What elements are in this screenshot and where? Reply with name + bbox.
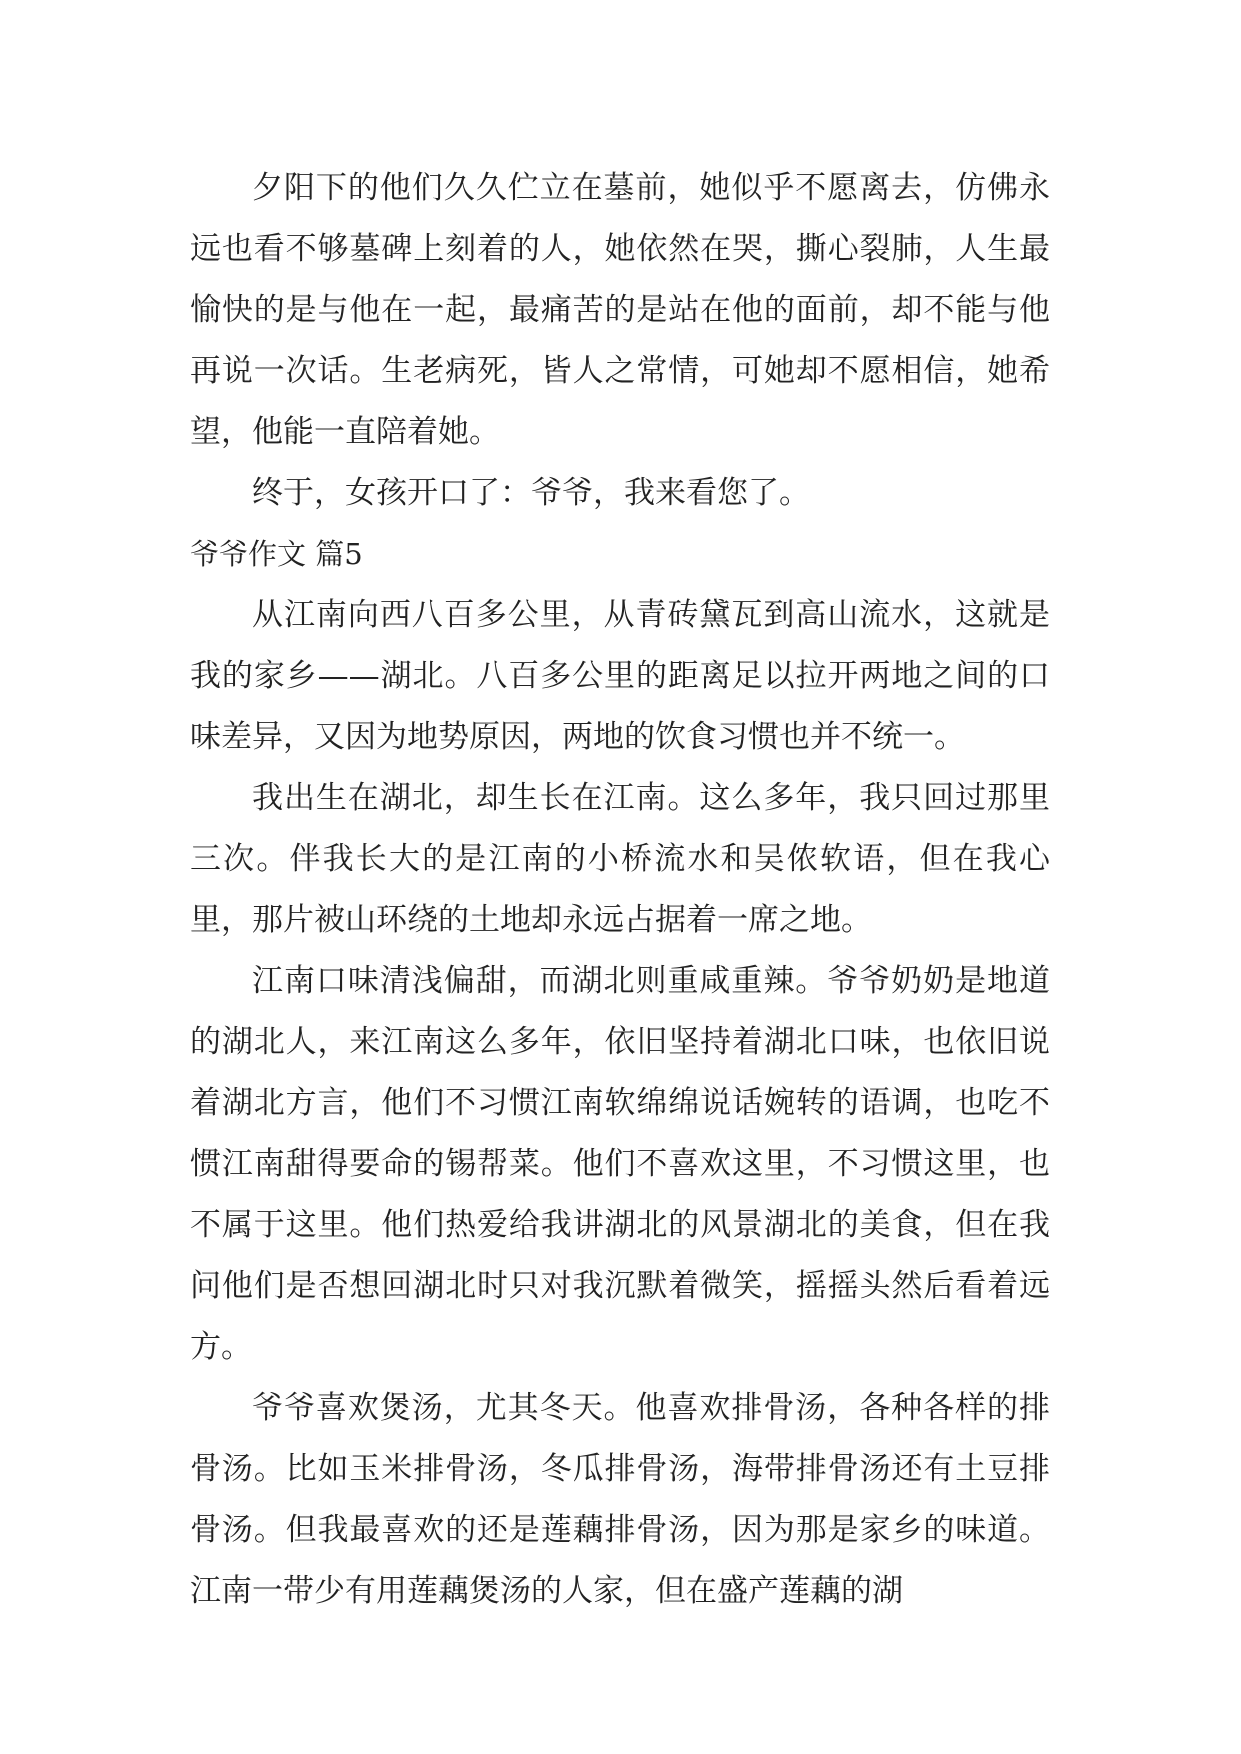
paragraph: 爷爷喜欢煲汤，尤其冬天。他喜欢排骨汤，各种各样的排骨汤。比如玉米排骨汤，冬瓜排骨汤，海带排骨汤还有土豆排骨汤。但我最喜欢的还是莲藕排骨汤，因为那是家乡的味道。江南一带少有用莲藕煲汤的人家，但在盛产莲藕的湖 <box>190 1390 1050 1609</box>
paragraph: 我出生在湖北，却生长在江南。这么多年，我只回过那里三次。伴我长大的是江南的小桥流水和吴侬软语，但在我心里，那片被山环绕的土地却永远占据着一席之地。 <box>190 780 1050 938</box>
section-heading: 爷爷作文 篇5 <box>190 537 363 571</box>
paragraph: 终于，女孩开口了：爷爷，我来看您了。 <box>252 475 810 511</box>
document-body <box>190 158 1050 1622</box>
paragraph: 江南口味清浅偏甜，而湖北则重咸重辣。爷爷奶奶是地道的湖北人，来江南这么多年，依旧坚持着湖北口味，也依旧说着湖北方言，他们不习惯江南软绵绵说话婉转的语调，也吃不惯江南甜得要命的锡帮菜。他们不喜欢这里，不习惯这里，也不属于这里。他们热爱给我讲湖北的风景湖北的美食，但在我问他们是否想回湖北时只对我沉默着微笑，摇摇头然后看着远方。 <box>190 963 1050 1365</box>
paragraph: 夕阳下的他们久久伫立在墓前，她似乎不愿离去，仿佛永远也看不够墓碑上刻着的人，她依然在哭，撕心裂肺，人生最愉快的是与他在一起，最痛苦的是站在他的面前，却不能与他再说一次话。生老病死，皆人之常情，可她却不愿相信，她希望，他能一直陪着她。 <box>190 170 1050 450</box>
paragraph: 从江南向西八百多公里，从青砖黛瓦到高山流水，这就是我的家乡——湖北。八百多公里的距离足以拉开两地之间的口味差异，又因为地势原因，两地的饮食习惯也并不统一。 <box>190 597 1050 755</box>
